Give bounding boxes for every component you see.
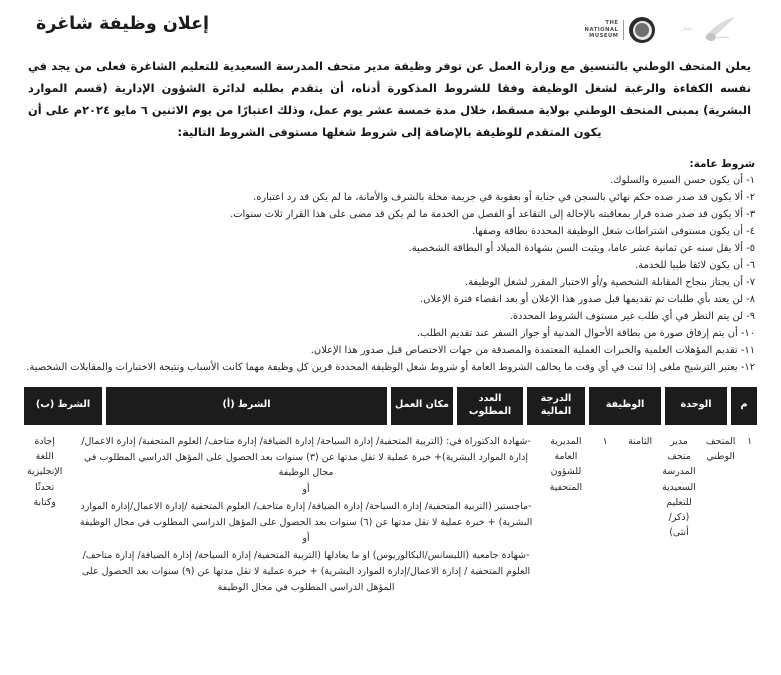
swoosh-logo-icon bbox=[695, 15, 741, 45]
condition-item: ٣- ألا يكون قد صدر ضده قرار بمعاقبته بالإحالة إلى التقاعد أو الفصل من الخدمة ما لم يكن قد مضى على هذا القرار ثلاث سنوات. bbox=[230, 208, 755, 220]
condition-a-separator-1: أو bbox=[302, 484, 310, 496]
wordmark-line-the: THE bbox=[605, 19, 619, 26]
page-title: إعلان وظيفة شاغرة bbox=[36, 14, 210, 34]
general-conditions-title: شروط عامة: bbox=[689, 157, 755, 170]
cell-unit: المتحف الوطني bbox=[705, 435, 736, 463]
secondary-logo bbox=[681, 15, 741, 45]
condition-a-masters: -ماجستير (التربية المتحفية/ إدارة السياحة/ إدارة الضيافة/ إدارة متاحف/ العلوم المتحفية /إدارة الاعمال/إدارة الموارد البشرية) + خبرة عملية لا تقل مدتها عن (٦) سنوات بعد الحصول على المؤهل الدراسي المطلوب في مجال الوظيفة bbox=[79, 500, 533, 528]
announcement-intro-paragraph: يعلن المتحف الوطني بالتنسيق مع وزارة العمل عن توفر وظيفة مدير متحف المدرسة السعيدية للتعليم الشاغرة فعلى من يجد في نفسه الكفاءة والرغبة لشغل الوظيفة وفقا للشروط المذكورة أدناه، أن يتقدم بطلبه لدائرة الشؤون الإدارية (قسم الموارد البشرية) بمبنى المتحف الوطني بولاية مسقط، خلال مدة خمسة عشر يوم عمل، وذلك اعتبارًا من يوم الاثنين ٦ مايو ٢٠٢٤م على أن يكون المتقدم للوظيفة بالإضافة إلى شروط شغلها مستوفى الشروط التالية: bbox=[28, 59, 751, 139]
column-header-unit: الوحدة bbox=[665, 387, 727, 425]
column-header-serial: م bbox=[731, 387, 757, 425]
document-header bbox=[0, 0, 781, 52]
condition-item: ١٢- يعتبر الترشيح ملغى إذا ثبت في أي وقت ما يخالف الشروط العامة أو شروط شغل الوظيفة المحددة قرين كل وظيفة مهما كانت الأسباب ونتيجة الاختبارات والمقابلات الشخصية. bbox=[26, 361, 755, 373]
general-conditions-section bbox=[26, 158, 755, 376]
cell-workplace: المديرية العامة للشؤون المتحفية bbox=[549, 435, 583, 493]
column-header-count: العدد المطلوب bbox=[457, 387, 523, 425]
condition-item: ٦- أن يكون لائقا طبيا للخدمة. bbox=[635, 259, 755, 271]
cell-grade: الثامنة bbox=[628, 435, 653, 447]
condition-a-separator-2: أو bbox=[302, 533, 310, 545]
condition-a-bachelors: -شهادة جامعية (الليسانس/البكالوريوس) او ما يعادلها (التربية المتحفية/ إدارة السياحة/ إدارة الضيافة/ إدارة متاحف/ العلوم المتحفية / إدارة الاعمال/إدارة الموارد البشرية) + خبرة عملية لا تقل مدتها عن (٩) سنوات بعد الحصول على المؤهل الدراسي المطلوب في مجال الوظيفة bbox=[81, 550, 531, 593]
condition-item: ٥- ألا يقل سنه عن ثمانية عشر عاما، ويثبت السن بشهادة الميلاد أو البطاقة الشخصية. bbox=[408, 242, 755, 254]
column-header-condition-b: الشرط (ب) bbox=[24, 387, 102, 425]
seal-inner-emblem bbox=[635, 23, 649, 37]
condition-item: ٢- ألا يكون قد صدر ضده حكم نهائي بالسجن في جناية أو بعقوبة في جريمة مخلة بالشرف والأمانة، ما لم يكن قد رد اعتباره. bbox=[253, 191, 755, 203]
cell-job: مدير متحف المدرسة السعيدية للتعليم (ذكر/أنثى) bbox=[662, 435, 696, 539]
secondary-logo-caption: شعار bbox=[681, 26, 692, 33]
logo-group bbox=[585, 15, 741, 45]
wordmark-line-national: NATIONAL bbox=[584, 26, 619, 33]
table-header-row bbox=[24, 387, 757, 425]
national-museum-logo bbox=[585, 17, 656, 43]
condition-item: ٤- أن يكون مستوفى اشتراطات شغل الوظيفة المحددة بطاقة وصفها. bbox=[472, 225, 755, 237]
wordmark-line-museum: MUSEUM bbox=[589, 33, 619, 40]
museum-seal-icon bbox=[629, 17, 655, 43]
condition-item: ١٠- أن يتم إرفاق صورة من بطاقة الأحوال المدنية أو جواز السفر عند تقديم الطلب. bbox=[416, 327, 755, 339]
vacancy-table bbox=[24, 387, 757, 596]
cell-serial: ١ bbox=[747, 435, 753, 447]
table-row bbox=[24, 428, 757, 596]
condition-item: ١١- تقديم المؤهلات العلمية والخبرات العملية المعتمدة والمصدقة من جهات الاختصاص قبل صدور هذا الإعلان. bbox=[310, 344, 755, 356]
column-header-workplace: مكان العمل bbox=[391, 387, 453, 425]
condition-item: ٧- أن يجتاز بنجاح المقابلة الشخصية و/أو الاختبار المقرر لشغل الوظيفة. bbox=[465, 276, 755, 288]
condition-item: ٩- لن يتم النظر في أي طلب غير مستوف الشروط المحددة. bbox=[509, 310, 755, 322]
column-header-condition-a: الشرط (أ) bbox=[106, 387, 387, 425]
column-header-grade: الدرجة المالية bbox=[527, 387, 585, 425]
cell-condition-b: إجادة اللغة الإنجليزية تحدثًا وكتابة bbox=[26, 435, 63, 508]
cell-condition-a bbox=[69, 428, 542, 596]
column-header-job: الوظيفة bbox=[589, 387, 661, 425]
national-museum-wordmark bbox=[585, 20, 625, 41]
condition-item: ٨- لن يعتد بأي طلبات تم تقديمها قبل صدور هذا الإعلان أو بعد انقضاء فترة الإعلان. bbox=[420, 293, 755, 305]
condition-a-doctorate: -شهادة الدكتوراة في: (التربية المتحفية/ إدارة السياحة/ إدارة الضيافة/ إدارة متاحف/ العلوم المتحفية/ إدارة الاعمال/إدارة الموارد البشرية)+ خبرة عملية لا تقل مدتها عن (٣) سنوات بعد الحصول على المؤهل الدراسي المطلوب في مجال الوظيفة bbox=[81, 435, 531, 479]
condition-item: ١- أن يكون حسن السيرة والسلوك. bbox=[610, 174, 755, 186]
cell-count: ١ bbox=[602, 435, 608, 447]
